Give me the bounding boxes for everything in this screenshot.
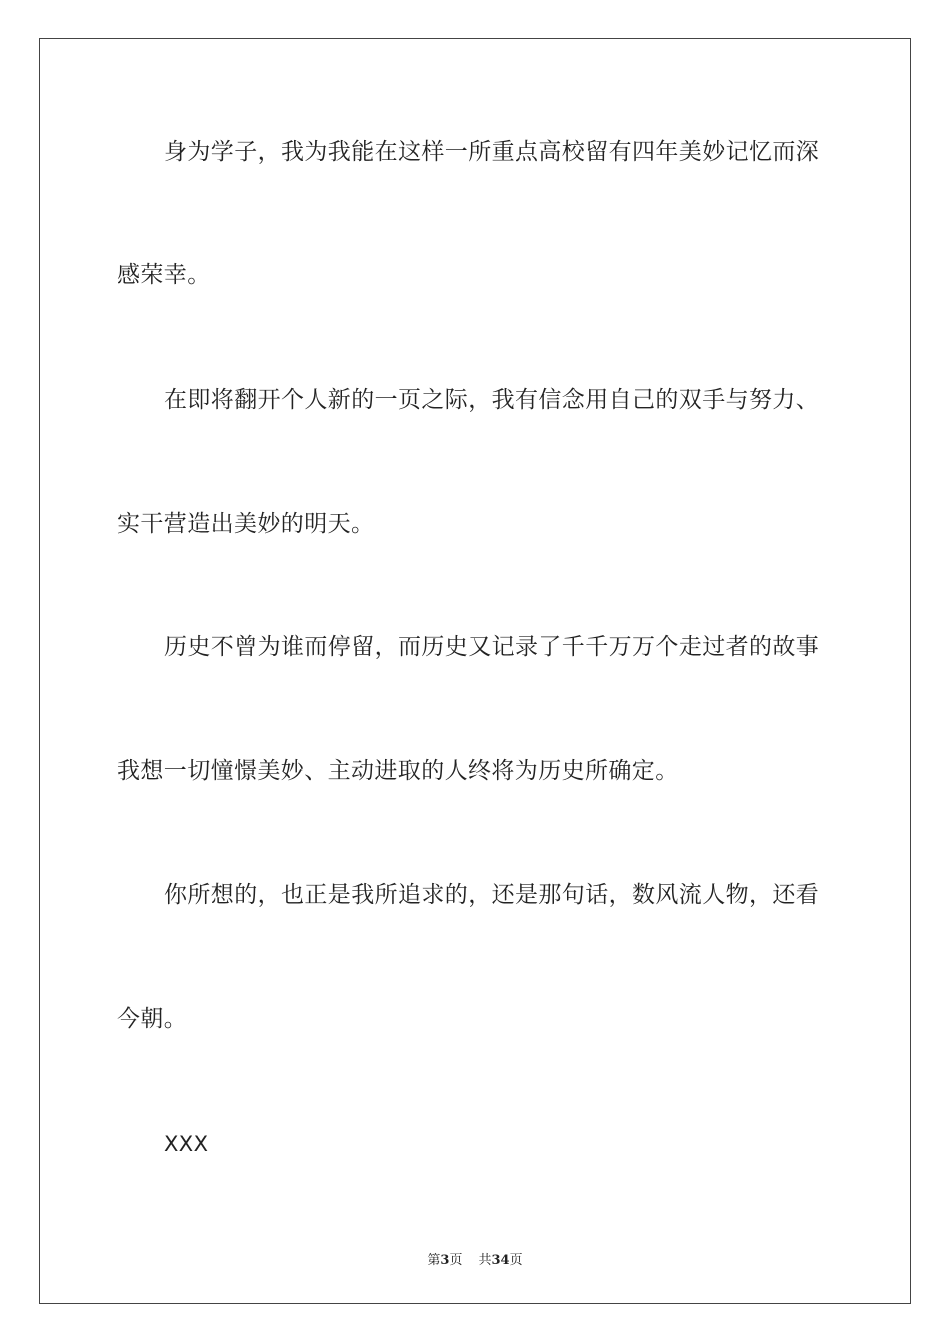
paragraph-4-line-2: 今朝。 [117,1006,188,1032]
paragraph-3-line-1: 历史不曾为谁而停留，而历史又记录了千千万万个走过者的故事 [164,634,820,660]
signature: XXX [164,1132,209,1156]
page-prefix: 第 [427,1253,441,1268]
total-prefix: 共 [478,1253,492,1268]
total-pages: 34 [491,1253,510,1268]
page-footer [0,1249,950,1268]
page-border [39,38,911,1304]
page-number: 3 [440,1253,450,1268]
paragraph-2-line-2: 实干营造出美妙的明天。 [117,511,375,537]
page-suffix: 页 [449,1253,463,1268]
total-suffix: 页 [509,1253,523,1268]
paragraph-3-line-2: 我想一切憧憬美妙、主动进取的人终将为历史所确定。 [117,758,679,784]
paragraph-1-line-2: 感荣幸。 [117,262,211,288]
paragraph-1-line-1: 身为学子，我为我能在这样一所重点高校留有四年美妙记忆而深 [164,139,820,165]
paragraph-2-line-1: 在即将翻开个人新的一页之际，我有信念用自己的双手与努力、 [164,387,820,413]
paragraph-4-line-1: 你所想的，也正是我所追求的，还是那句话，数风流人物，还看 [164,882,820,908]
